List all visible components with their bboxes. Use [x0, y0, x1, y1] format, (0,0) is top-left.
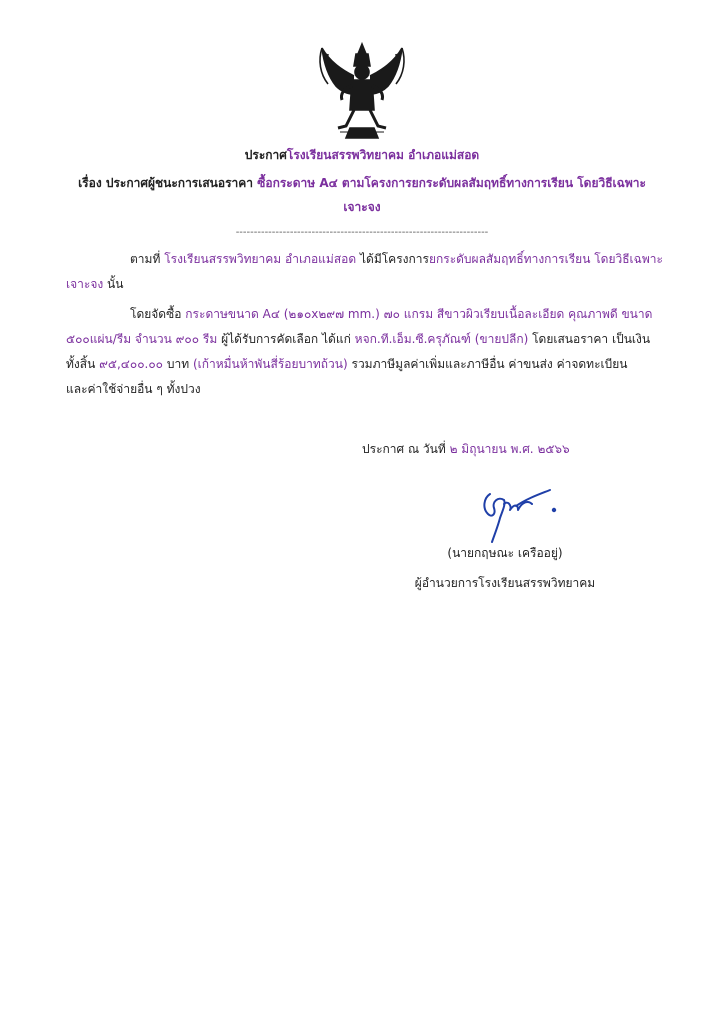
p2-winner-label: ผู้ได้รับการคัดเลือก ได้แก่ [221, 332, 351, 346]
p1-mid: ได้มีโครงการ [359, 252, 429, 266]
signer-position: ผู้อำนวยการโรงเรียนสรรพวิทยาคม [414, 576, 596, 590]
paragraph-2-line-4: และค่าใช้จ่ายอื่น ๆ ทั้งปวง [66, 382, 201, 396]
p1-project-cont: เจาะจง [66, 277, 104, 291]
paragraph-2-line-1 [130, 305, 652, 323]
paragraph-2-line-3 [66, 355, 628, 373]
p1-suffix: นั้น [107, 277, 124, 291]
header-line-3: เจาะจง [343, 200, 381, 214]
divider: ---------------------------------------------------------------------- [235, 227, 489, 238]
p2-winner: หจก.ที.เอ็ม.ซี.ครุภัณฑ์ (ขายปลีก) [354, 332, 529, 346]
p2-amount-words: (เก้าหมื่นห้าพันสี่ร้อยบาทถ้วน) [192, 357, 348, 371]
header-line-2 [0, 174, 724, 192]
p2-total-label: ทั้งสิ้น [66, 357, 96, 371]
signer-name: (นายกฤษณะ เครืออยู่) [447, 546, 563, 560]
subject-prefix: เรื่อง ประกาศผู้ชนะการเสนอราคา [78, 176, 254, 190]
header-line-1 [0, 146, 724, 164]
p2-amount: ๙๕,๔๐๐.๐๐ [99, 357, 164, 371]
paragraph-2-line-2 [66, 330, 650, 348]
paragraph-1-line-2 [66, 275, 123, 293]
p2-offer-label: โดยเสนอราคา เป็นเงิน [532, 332, 651, 346]
p1-prefix: ตามที่ [130, 252, 161, 266]
announce-label: ประกาศ ณ วันที่ [362, 442, 446, 456]
p2-item: กระดาษขนาด A๔ (๒๑๐x๒๙๗ mm.) ๗๐ แกรม สีขาวผิวเรียบเนื้อละเอียด คุณภาพดี ขนาด [185, 307, 653, 321]
announce-date-line [362, 440, 570, 458]
p1-project: ยกระดับผลสัมฤทธิ์ทางการเรียน โดยวิธีเฉพาะ [428, 252, 663, 266]
subject-text: ซื้อกระดาษ A๔ ตามโครงการยกระดับผลสัมฤทธิ์ทางการเรียน โดยวิธีเฉพาะ [257, 176, 646, 190]
p2-currency: บาท [166, 357, 190, 371]
paragraph-1-line-1 [130, 250, 663, 268]
handwritten-signature-icon [470, 484, 560, 544]
p2-prefix: โดยจัดซื้อ [130, 307, 182, 321]
header-prefix: ประกาศ [244, 148, 287, 162]
announce-date: ๒ มิถุนายน พ.ศ. ๒๕๖๖ [449, 442, 570, 456]
garuda-emblem-icon [314, 40, 410, 144]
header-org: โรงเรียนสรรพวิทยาคม อำเภอแม่สอด [286, 148, 480, 162]
p1-org: โรงเรียนสรรพวิทยาคม อำเภอแม่สอด [164, 252, 357, 266]
p2-item-cont: ๕๐๐แผ่น/รีม จำนวน ๙๐๐ รีม [66, 332, 218, 346]
p2-vat-text: รวมภาษีมูลค่าเพิ่มและภาษีอื่น ค่าขนส่ง ค่าจดทะเบียน [351, 357, 628, 371]
